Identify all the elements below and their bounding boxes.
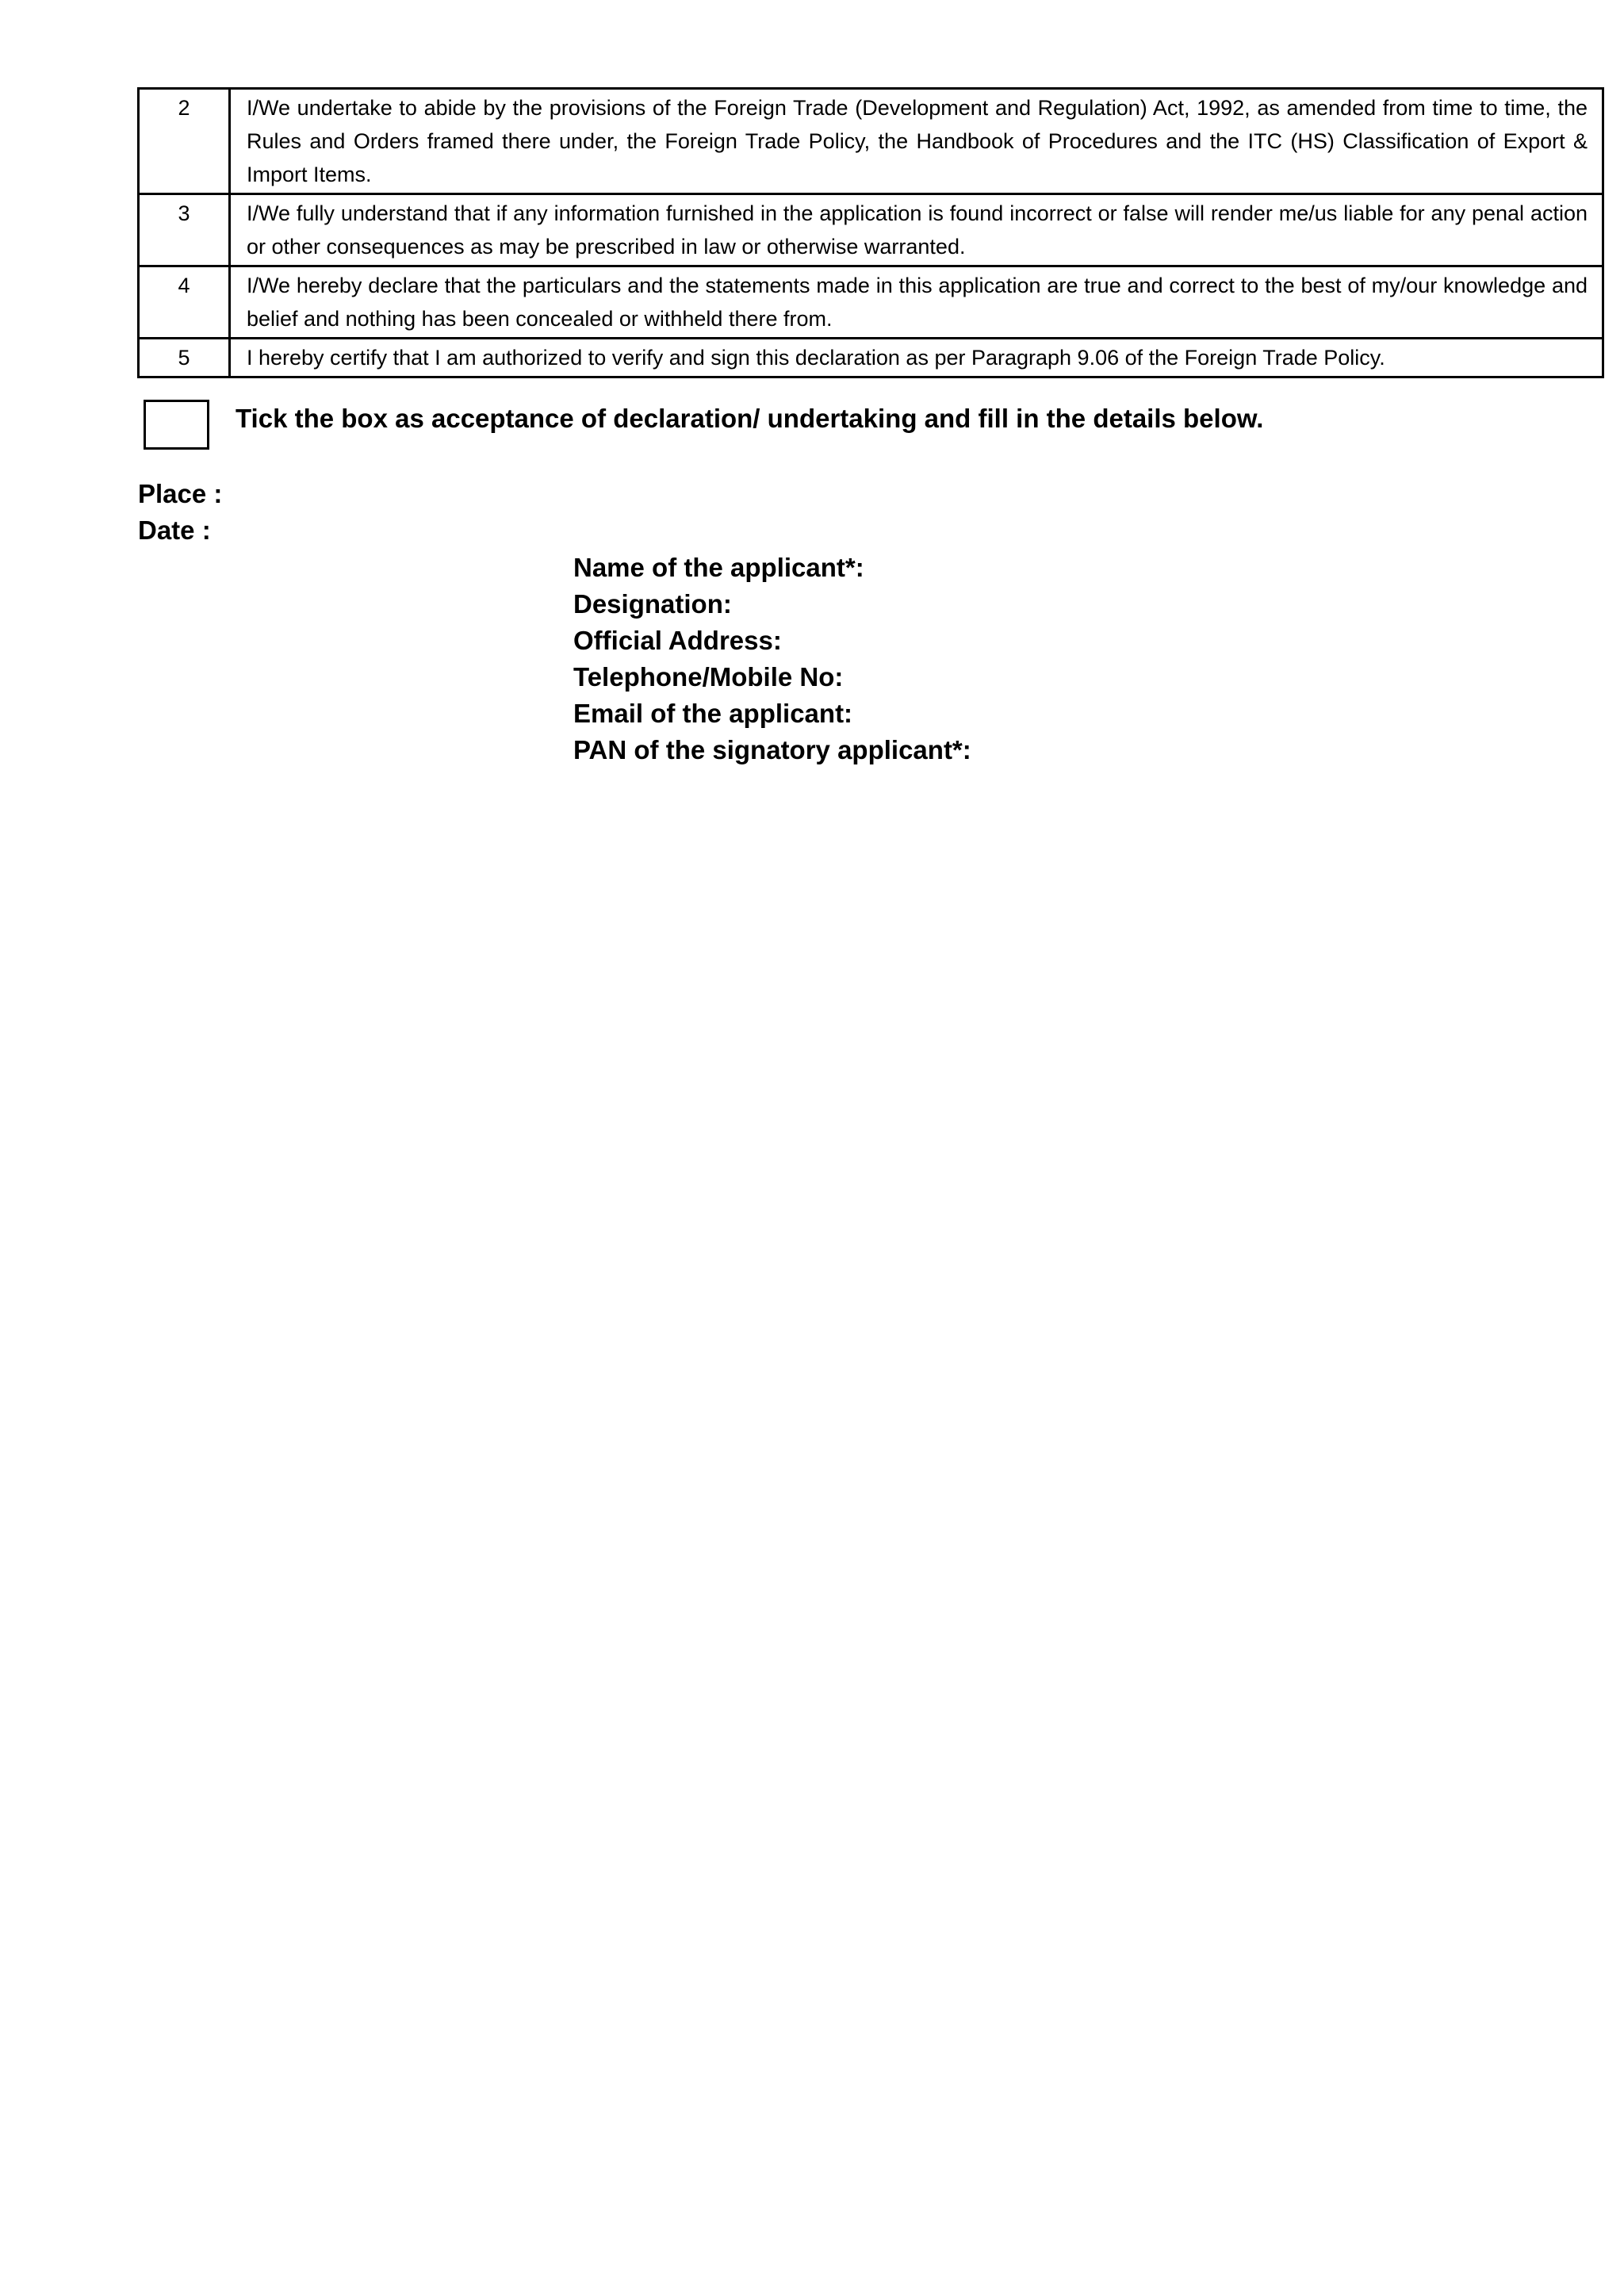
declaration-table <box>137 87 1604 378</box>
declaration-number: 3 <box>139 194 230 266</box>
place-label: Place : <box>138 479 223 508</box>
declaration-text: I hereby certify that I am authorized to verify and sign this declaration as per Paragraph 9.06 of the Foreign Trade Policy. <box>230 339 1603 377</box>
email-label: Email of the applicant: <box>573 699 853 728</box>
applicant-details <box>573 550 971 768</box>
table-row <box>139 266 1603 339</box>
acceptance-row <box>144 397 1263 451</box>
designation-label: Designation: <box>573 589 732 619</box>
date-label: Date : <box>138 515 211 545</box>
applicant-name-label: Name of the applicant*: <box>573 553 864 582</box>
table-row <box>139 89 1603 194</box>
declaration-number: 4 <box>139 266 230 339</box>
declaration-text: I/We undertake to abide by the provisions of the Foreign Trade (Development and Regulation) Act, 1992, as amended from time to time, the Rules and Orders framed there under, the Foreign Trade Policy, the Handbook of Procedures and the ITC (HS) Classification of Export & Import Items. <box>230 89 1603 194</box>
acceptance-label: Tick the box as acceptance of declaration/ undertaking and fill in the details below. <box>236 404 1264 433</box>
declaration-text: I/We hereby declare that the particulars and the statements made in this application are true and correct to the best of my/our knowledge and belief and nothing has been concealed or withheld there from. <box>230 266 1603 339</box>
table-row <box>139 194 1603 266</box>
declaration-text: I/We fully understand that if any information furnished in the application is found incorrect or false will render me/us liable for any penal action or other consequences as may be prescribed in law or otherwise warranted. <box>230 194 1603 266</box>
declaration-number: 2 <box>139 89 230 194</box>
pan-label: PAN of the signatory applicant*: <box>573 735 971 764</box>
declaration-number: 5 <box>139 339 230 377</box>
table-row <box>139 339 1603 377</box>
telephone-label: Telephone/Mobile No: <box>573 662 844 692</box>
official-address-label: Official Address: <box>573 626 782 655</box>
acceptance-checkbox[interactable] <box>144 400 209 450</box>
